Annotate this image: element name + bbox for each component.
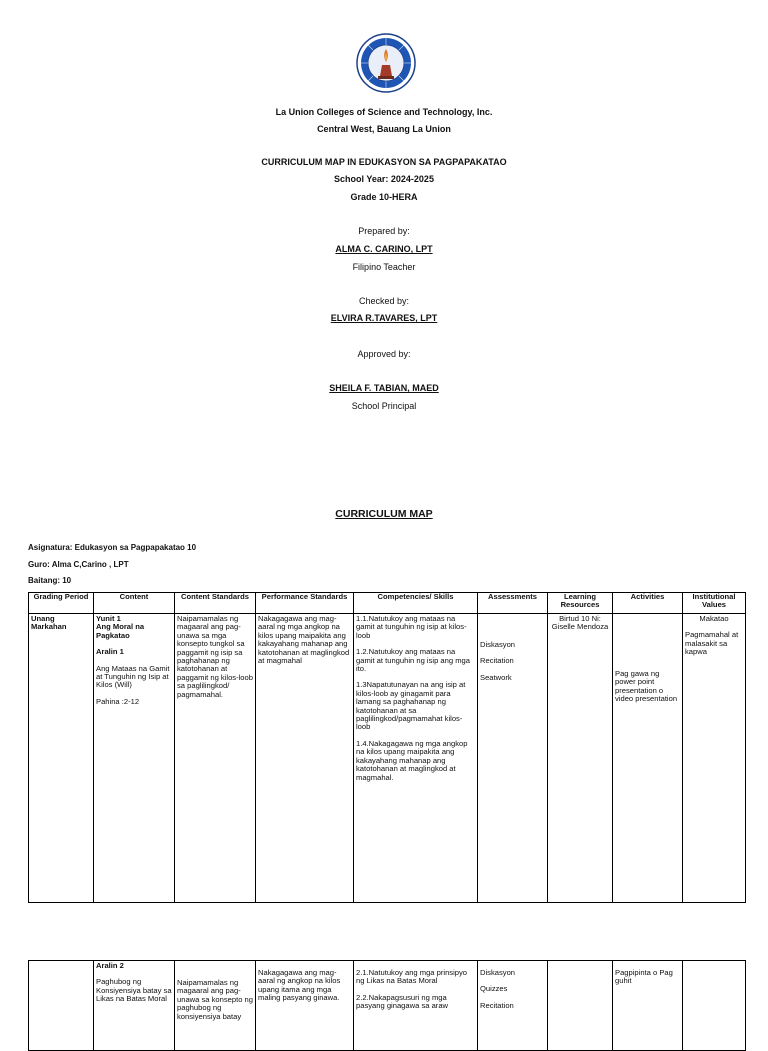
competency-item: 1.1.Natutukoy ang mataas na gamit at tunguhin ng isip at kilos-loob [356, 614, 467, 640]
performance-standard-text: Nakagagawa ang mag-aaral ng angkop na kilos upang itama ang mga maling pasyang ginawa. [258, 968, 341, 1003]
curriculum-table [28, 592, 746, 903]
header-content: Content [94, 593, 175, 614]
content-standard-text: Naipamamalas ng magaaral ang pag-unawa sa konsepto ng paghubog ng konsiyensiya batay [177, 978, 253, 1021]
header-institutional-values: Institutional Values [683, 593, 746, 614]
lesson-title: Ang Mataas na Gamit at Tunguhin ng Isip at Kilos (Will) [96, 663, 170, 690]
checked-by-label: Checked by: [358, 296, 410, 306]
learning-resources-cell: Birtud 10 Ni: Giselle Mendoza [548, 614, 613, 903]
assessment-item: Diskasyon [480, 968, 516, 977]
school-year: School Year: 2024-2025 [334, 174, 434, 184]
assessment-item: Seatwork [480, 672, 512, 682]
assessment-item: Diskasyon [480, 640, 516, 649]
curriculum-table-continued [28, 960, 746, 1051]
competency-item: 1.4.Nakagagawa ng mga angkop na kilos upang maipakita ang kakayahang mahanap ang katotohanan at maglingkod at magmahal. [356, 738, 468, 782]
school-address: Central West, Bauang La Union [317, 124, 451, 134]
table-row [29, 614, 746, 903]
prepared-by-role: Filipino Teacher [352, 262, 416, 272]
header-assessments: Assessments [478, 593, 548, 614]
lesson-label: Aralin 1 [96, 647, 124, 657]
header-activities: Activities [613, 593, 683, 614]
header-competencies: Competencies/ Skills [354, 593, 478, 614]
approved-by-role: School Principal [351, 401, 417, 411]
competency-item: 1.2.Natutukoy ang mataas na gamit at tunguhin ng isip ang mga ito. [356, 647, 470, 674]
content-standard-cell [175, 961, 256, 1051]
content-cell [94, 961, 175, 1051]
activities-cell [613, 961, 683, 1051]
activity-item: Pag gawa ng power point presentation o video presentation [615, 669, 678, 704]
approved-by-label: Approved by: [357, 349, 411, 359]
value-item: Makatao [699, 614, 729, 623]
lesson-title: Paghubog ng Konsiyensiya batay sa Likas na Batas Moral [96, 977, 172, 1004]
unit-name: Ang Moral na Pagkatao [96, 622, 145, 640]
school-seal-logo [356, 33, 416, 93]
competencies-cell [354, 614, 478, 903]
lesson-label: Aralin 2 [96, 961, 124, 970]
grading-period-cell: Unang Markahan [29, 614, 94, 903]
header-content-standards: Content Standards [175, 593, 256, 614]
performance-standard-cell [256, 961, 354, 1051]
header-performance-standards: Performance Standards [256, 593, 354, 614]
teacher-line: Guro: Alma C,Carino , LPT [28, 560, 129, 569]
checked-by-name: ELVIRA R.TAVARES, LPT [330, 313, 438, 323]
document-title: CURRICULUM MAP IN EDUKASYON SA PAGPAPAKATAO [261, 157, 507, 167]
competency-item: 1.3Napatutunayan na ang isip at kilos-loob ay ginagamit para lamang sa paghahanap ng katotohanan at sa paglilingkod/pagmamahat kilos-loob [356, 680, 466, 732]
performance-standard-cell: Nakagagawa ang mag-aaral ng mga angkop na kilos upang maipakita ang kakayahang mahanap ang katotohanan at maglingkod at magmahal [256, 614, 354, 903]
assessment-item: Quizzes [480, 984, 508, 994]
table-header-row [29, 593, 746, 614]
competency-item: 2.2.Nakapagsusuri ng mga pasyang ginagawa sa araw [356, 992, 449, 1011]
lesson-pages: Pahina :2-12 [96, 696, 140, 706]
content-standard-cell: Naipamamalas ng magaaral ang pag-unawa sa mga konsepto tungkol sa paggamit ng isip sa paghahanap ng katotohanan at paggamit ng kilos-loob sa paglilingkod/ pagmamahal. [175, 614, 256, 903]
header-learning-resources: Learning Resources [548, 593, 613, 614]
assessments-cell [478, 961, 548, 1051]
unit-title: Yunit 1 [96, 614, 121, 623]
competencies-cell [354, 961, 478, 1051]
section-title: CURRICULUM MAP [335, 508, 433, 520]
grade-line: Baitang: 10 [28, 576, 72, 585]
prepared-by-label: Prepared by: [358, 226, 410, 236]
subject-line: Asignatura: Edukasyon sa Pagpapakatao 10 [28, 543, 197, 552]
value-item: Pagmamahal at malasakit sa kapwa [685, 630, 739, 657]
institutional-values-cell [683, 961, 746, 1051]
school-name: La Union Colleges of Science and Technology, Inc. [275, 107, 493, 117]
prepared-by-name: ALMA C. CARINO, LPT [335, 244, 433, 254]
grading-period-cell [29, 961, 94, 1051]
learning-resources-cell [548, 961, 613, 1051]
competency-item: 2.1.Natutukoy ang mga prinsipyo ng Likas na Batas Moral [356, 968, 468, 986]
institutional-values-cell [683, 614, 746, 903]
approved-by-name: SHEILA F. TABIAN, MAED [329, 383, 439, 393]
header-grading-period: Grading Period [29, 593, 94, 614]
grade-level: Grade 10-HERA [350, 192, 418, 202]
table-row [29, 961, 746, 1051]
activities-cell [613, 614, 683, 903]
assessment-item: Recitation [480, 1000, 514, 1010]
content-cell [94, 614, 175, 903]
assessments-cell [478, 614, 548, 903]
assessment-item: Recitation [480, 656, 514, 666]
activity-item: Pagpipinta o Pag guhit [615, 968, 673, 986]
